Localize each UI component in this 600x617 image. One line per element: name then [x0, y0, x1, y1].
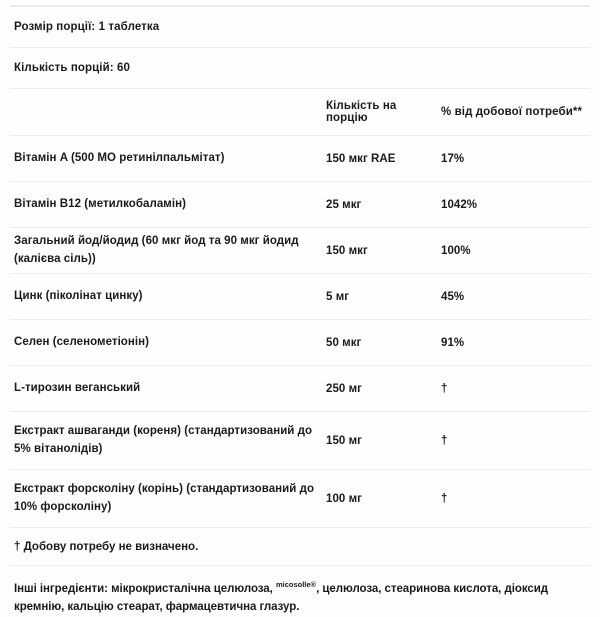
nutrient-daily-value: 91% [441, 336, 465, 349]
other-ingredients-text [14, 579, 590, 617]
nutrient-amount: 150 мкг [326, 244, 368, 257]
table-row [10, 469, 590, 527]
table-row [10, 365, 590, 411]
nutrient-daily-value: † [441, 382, 448, 395]
table-row [10, 181, 590, 227]
nutrient-amount: 50 мкг [326, 336, 362, 349]
nutrient-name: Вітамін A (500 МО ретинілпальмітат) [14, 151, 225, 164]
other-ingredients-suffix: , целюлоза, стеаринова кислота, діоксид кремнію, кальцію стеарат, фармацевтична глазур. [14, 582, 548, 614]
daily-value-footnote: † Добову потребу не визначено. [14, 540, 199, 553]
nutrient-daily-value: 17% [441, 152, 465, 165]
daily-value-footnote-row [10, 527, 590, 565]
table-row [10, 135, 590, 181]
table-header-row [10, 88, 590, 135]
servings-per-container-label: Кількість порцій: 60 [14, 62, 130, 74]
other-ingredients-prefix: Інші інгредієнти: мікрокристалічна целюлоза, [14, 582, 273, 595]
nutrient-name: Селен (селенометіонін) [14, 335, 150, 348]
table-row [10, 319, 590, 365]
nutrient-amount: 250 мг [326, 382, 362, 395]
table-row [10, 411, 590, 469]
serving-size-label: Розмір порції: 1 таблетка [14, 21, 160, 33]
nutrient-name: Загальний йод/йодид (60 мкг йод та 90 мкг йодид (калієва сіль)) [14, 234, 299, 265]
nutrient-daily-value: † [441, 434, 448, 447]
nutrient-name: L-тирозин веганський [14, 381, 141, 394]
nutrient-amount: 5 мг [326, 290, 350, 303]
nutrient-daily-value: 100% [441, 244, 471, 257]
nutrient-amount: 25 мкг [326, 198, 362, 211]
nutrient-name: Цинк (піколінат цинку) [14, 289, 143, 302]
nutrient-name: Екстракт ашваганди (кореня) (стандартизований до 5% вітанолідів) [14, 424, 313, 455]
serving-size-row [10, 6, 590, 47]
supplement-facts-panel [0, 5, 600, 617]
nutrient-name: Екстракт форсколіну (корінь) (стандартизований до 10% форсколіну) [14, 482, 315, 513]
nutrient-amount: 150 мг [326, 434, 362, 447]
nutrient-amount: 100 мг [326, 492, 362, 505]
column-header-amount-per-serving: Кількість на порцію [326, 100, 397, 124]
column-header-percent-daily-value: % від добової потреби** [441, 106, 583, 118]
nutrient-daily-value: 1042% [441, 198, 478, 211]
nutrient-amount: 150 мкг RAE [326, 152, 396, 165]
nutrient-daily-value: 45% [441, 290, 465, 303]
nutrient-daily-value: † [441, 492, 448, 505]
trademark-ingredient: micosolle® [275, 580, 317, 589]
nutrient-name: Вітамін B12 (метилкобаламін) [14, 197, 186, 210]
other-ingredients-row [10, 565, 590, 617]
table-row [10, 227, 590, 273]
servings-per-container-row [10, 47, 590, 88]
table-row [10, 273, 590, 319]
